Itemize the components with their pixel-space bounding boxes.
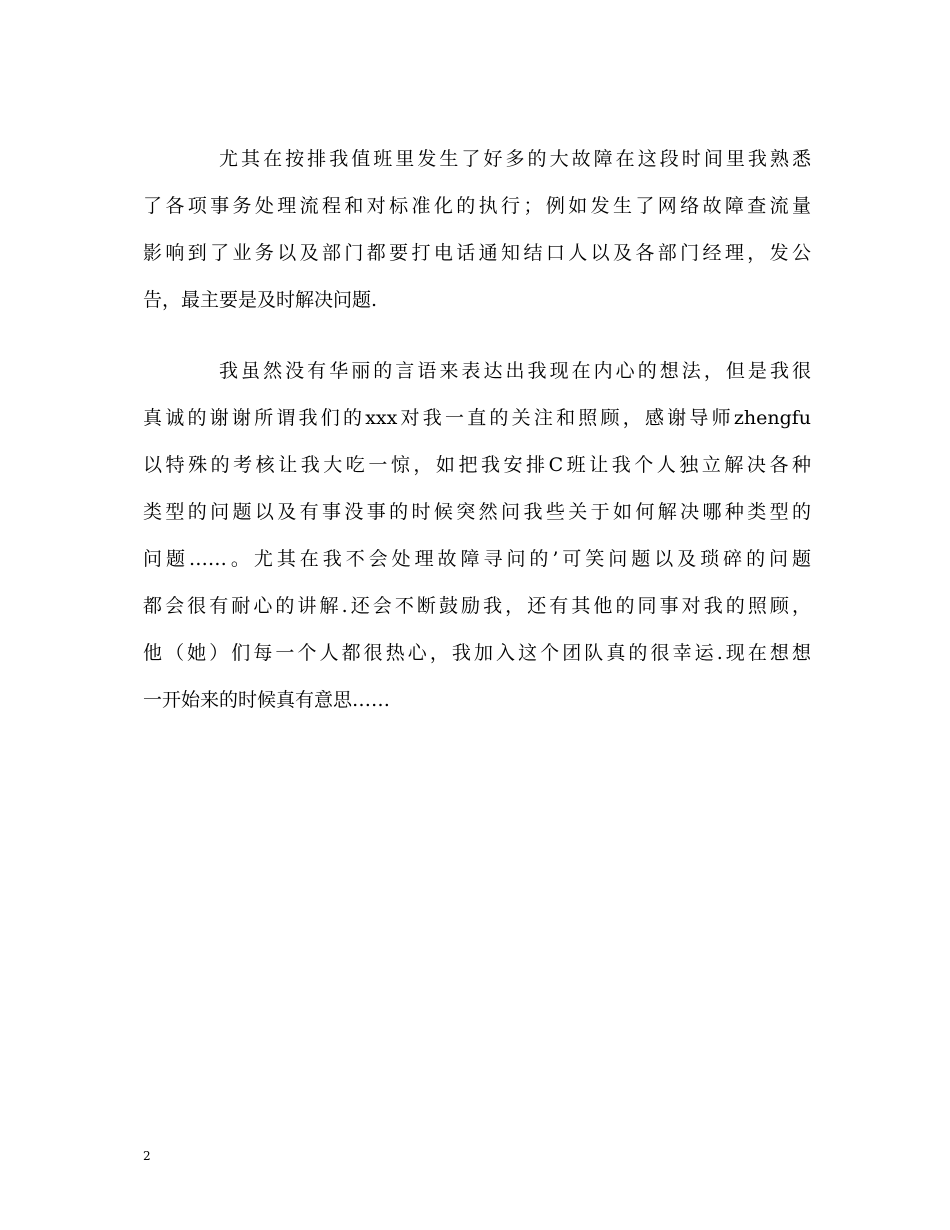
paragraph-2-line-8: 一开始来的时候真有意思……	[143, 689, 391, 711]
paragraph-1-line-1: 尤其在按排我值班里发生了好多的大故障在这段时间里我熟悉	[219, 148, 811, 170]
paragraph-2-line-3: 以特殊的考核让我大吃一惊，如把我安排C班让我个人独立解决各种	[143, 454, 811, 476]
paragraph-2-line-7: 他（她）们每一个人都很热心，我加入这个团队真的很幸运.现在想想	[143, 642, 811, 664]
paragraph-2-line-5: 问题……。尤其在我不会处理故障寻问的’可笑问题以及琐碎的问题	[143, 548, 811, 570]
paragraph-1-line-3: 影响到了业务以及部门都要打电话通知结口人以及各部门经理，发公	[143, 242, 811, 264]
paragraph-2-line-1: 我虽然没有华丽的言语来表达出我现在内心的想法，但是我很	[219, 360, 811, 382]
paragraph-2-line-6: 都会很有耐心的讲解.还会不断鼓励我，还有其他的同事对我的照顾，	[143, 595, 811, 617]
page-number: 2	[143, 1149, 151, 1163]
paragraph-2-line-2: 真诚的谢谢所谓我们的xxx对我一直的关注和照顾，感谢导师zhengfu	[143, 407, 811, 429]
paragraph-1-line-4: 告，最主要是及时解决问题.	[143, 289, 378, 311]
paragraph-1-line-2: 了各项事务处理流程和对标准化的执行；例如发生了网络故障查流量	[143, 195, 811, 217]
paragraph-2-line-4: 类型的问题以及有事没事的时候突然问我些关于如何解决哪种类型的	[143, 501, 811, 523]
body-text	[143, 136, 811, 724]
